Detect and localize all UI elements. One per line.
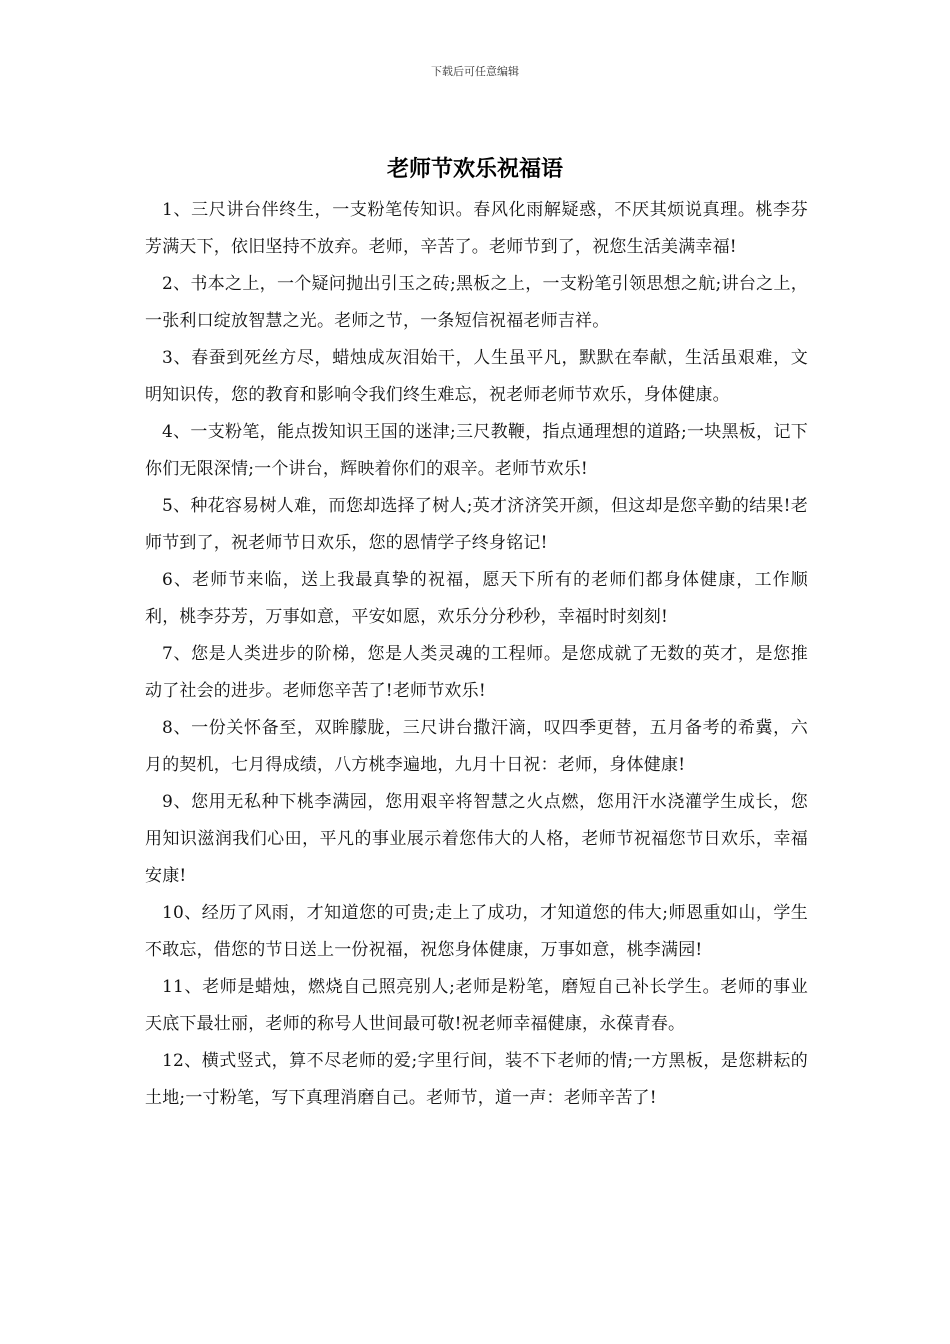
document-body bbox=[145, 192, 808, 1117]
paragraph-6: 6、老师节来临，送上我最真挚的祝福，愿天下所有的老师们都身体健康，工作顺利，桃李芬芳，万事如意，平安如愿，欢乐分分秒秒，幸福时时刻刻! bbox=[145, 570, 808, 627]
paragraph-1: 1、三尺讲台伴终生，一支粉笔传知识。春风化雨解疑惑，不厌其烦说真理。桃李芬芳满天下，依旧坚持不放弃。老师，辛苦了。老师节到了，祝您生活美满幸福! bbox=[145, 200, 808, 257]
paragraph-9: 9、您用无私种下桃李满园，您用艰辛将智慧之火点燃，您用汗水浇灌学生成长，您用知识滋润我们心田，平凡的事业展示着您伟大的人格，老师节祝福您节日欢乐，幸福安康! bbox=[145, 792, 808, 886]
paragraph-3: 3、春蚕到死丝方尽，蜡烛成灰泪始干，人生虽平凡，默默在奉献，生活虽艰难，文明知识传，您的教育和影响令我们终生难忘，祝老师老师节欢乐，身体健康。 bbox=[145, 348, 808, 405]
paragraph-2: 2、书本之上，一个疑问抛出引玉之砖;黑板之上，一支粉笔引领思想之航;讲台之上，一张利口绽放智慧之光。老师之节，一条短信祝福老师吉祥。 bbox=[145, 274, 808, 331]
header-note: 下载后可任意编辑 bbox=[431, 65, 519, 78]
paragraph-8: 8、一份关怀备至，双眸朦胧，三尺讲台撒汗滴，叹四季更替，五月备考的希冀，六月的契机，七月得成绩，八方桃李遍地，九月十日祝：老师，身体健康! bbox=[145, 718, 808, 775]
paragraph-11: 11、老师是蜡烛，燃烧自己照亮别人;老师是粉笔，磨短自己补长学生。老师的事业天底下最壮丽，老师的称号人世间最可敬!祝老师幸福健康，永葆青春。 bbox=[145, 977, 808, 1034]
paragraph-12: 12、横式竖式，算不尽老师的爱;字里行间，装不下老师的情;一方黑板，是您耕耘的土地;一寸粉笔，写下真理消磨自己。老师节，道一声：老师辛苦了! bbox=[145, 1051, 808, 1108]
paragraph-10: 10、经历了风雨，才知道您的可贵;走上了成功，才知道您的伟大;师恩重如山，学生不敢忘，借您的节日送上一份祝福，祝您身体健康，万事如意，桃李满园! bbox=[145, 903, 808, 960]
paragraph-4: 4、一支粉笔，能点拨知识王国的迷津;三尺教鞭，指点通理想的道路;一块黑板，记下你们无限深情;一个讲台，辉映着你们的艰辛。老师节欢乐! bbox=[145, 422, 808, 479]
paragraph-7: 7、您是人类进步的阶梯，您是人类灵魂的工程师。是您成就了无数的英才，是您推动了社会的进步。老师您辛苦了!老师节欢乐! bbox=[145, 644, 808, 701]
document-title: 老师节欢乐祝福语 bbox=[386, 156, 563, 182]
paragraph-5: 5、种花容易树人难，而您却选择了树人;英才济济笑开颜，但这却是您辛勤的结果!老师节到了，祝老师节日欢乐，您的恩情学子终身铭记! bbox=[145, 496, 808, 553]
